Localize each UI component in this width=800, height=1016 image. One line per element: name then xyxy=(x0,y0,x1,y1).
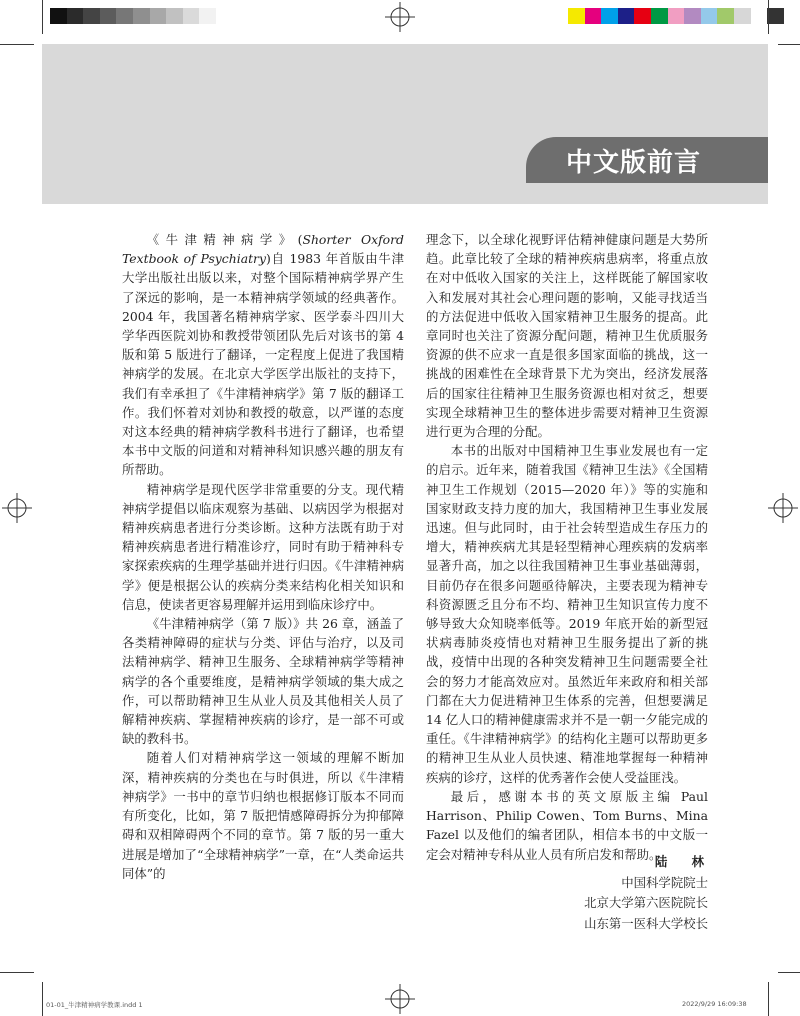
crop-mark xyxy=(0,44,34,45)
paragraph-2: 精神病学是现代医学非常重要的分支。现代精神病学提倡以临床观察为基础、以病因学为根据对精神疾病患者进行分类诊断。这种方法既有助于对精神疾病患者进行精准诊疗，同时有助于精神科专家探索疾病的生理学基础并进行归因。《牛津精神病学》便是根据公认的疾病分类来结构化相关知识和信息，使读者更容易理解并运用到临床诊疗中。 xyxy=(122,481,404,612)
crop-mark xyxy=(42,0,43,34)
color-swatch xyxy=(116,8,133,24)
registration-mark-left xyxy=(2,493,32,523)
crop-mark xyxy=(778,972,800,973)
color-swatch xyxy=(100,8,117,24)
color-swatch xyxy=(767,8,784,24)
color-swatch xyxy=(734,8,751,24)
color-swatch xyxy=(585,8,602,24)
cmyk-color-bar xyxy=(568,8,784,24)
paragraph-4: 随着人们对精神病学这一领域的理解不断加深，精神疾病的分类也在与时俱进，所以《牛津精神病学》一书中的章节归纳也根据修订版本不同而有所变化，比如，第 7 版把情感障碍拆分为抑郁障碍和双相障碍两个不同的章节。第 7 版的另一重大进展是增加了“全球精神病学”一章，在“人类命运共同体”的 xyxy=(122,750,404,881)
color-swatch xyxy=(668,8,685,24)
author-title: 中国科学院院士 xyxy=(621,874,708,890)
color-swatch xyxy=(684,8,701,24)
registration-mark-bottom xyxy=(385,984,415,1014)
crop-mark xyxy=(0,972,34,973)
file-slug: 01-01_牛津精神病学教课.indd 1 xyxy=(46,1001,143,1009)
left-column xyxy=(122,230,404,883)
paragraph-5: 本书的出版对中国精神卫生事业发展也有一定的启示。近年来，随着我国《精神卫生法》《全国精神卫生工作规划（2015—2020 年）》等的实施和国家财政支持力度的加大，我国精神卫生事业发展迅速。但与此同时，由于社会转型造成生存压力的增大，精神疾病尤其是轻型精神心理疾病的发病率显著升高，加之以往我国精神卫生事业基础薄弱，目前仍存在很多问题亟待解决，主要表现为精神专科资源匮乏且分布不均、精神卫生知识宣传力度不够导致大众知晓率低等。2019 年底开始的新型冠状病毒肺炎疫情也对精神卫生服务提出了新的挑战，疫情中出现的各种突发精神卫生问题需要全社会的努力才能高效应对。虽然近年来政府和相关部门都在大力促进精神卫生体系的完善，但想要满足 14 亿人口的精神健康需求并不是一朝一夕能完成的重任。《牛津精神病学》的结构化主题可以帮助更多的精神卫生从业人员快速、精准地掌握每一种精神疾病的诊疗，这样的优秀著作会使人受益匪浅。 xyxy=(426,443,708,785)
timestamp-slug: 2022/9/29 16:09:38 xyxy=(682,1000,747,1008)
color-swatch xyxy=(199,8,216,24)
book-title-english: Shorter Oxford Textbook of Psychiatry xyxy=(122,232,404,267)
paragraph-text: 《牛津精神病学》( xyxy=(146,232,303,247)
registration-mark-top xyxy=(385,2,415,32)
color-swatch xyxy=(216,8,233,24)
crop-mark xyxy=(42,982,43,1016)
color-swatch xyxy=(634,8,651,24)
page-title: 中文版前言 xyxy=(566,147,702,178)
grayscale-color-bar xyxy=(50,8,233,24)
author-title: 山东第一医科大学校长 xyxy=(584,915,708,931)
color-swatch xyxy=(83,8,100,24)
color-swatch xyxy=(751,8,768,24)
paragraph-4-continued: 理念下，以全球化视野评估精神健康问题是大势所趋。此章比较了全球的精神疾病患病率，将重点放在对中低收入国家的关注上，这样既能了解国家收入和发展对其社会心理问题的影响，又能寻找适当的方法促进中低收入国家精神卫生服务的提高。此章同时也关注了资源分配问题，精神卫生优质服务资源的供不应求一直是很多国家面临的挑战，这一挑战的困难性在全球背景下尤为突出，经济发展落后的国家往往精神卫生服务资源也相对贫乏，想要实现全球精神卫生的整体进步需要对精神卫生资源进行更为合理的分配。 xyxy=(426,232,708,440)
color-swatch xyxy=(651,8,668,24)
title-tab xyxy=(526,137,768,183)
color-swatch xyxy=(568,8,585,24)
registration-mark-right xyxy=(768,493,798,523)
color-swatch xyxy=(50,8,67,24)
color-swatch xyxy=(150,8,167,24)
color-swatch xyxy=(601,8,618,24)
right-column xyxy=(426,230,708,864)
paragraph-3: 《牛津精神病学（第 7 版）》共 26 章，涵盖了各类精神障碍的症状与分类、评估与治疗，以及司法精神病学、精神卫生服务、全球精神病学等精神病学的各个重要维度，是精神病学领域的集大成之作，可以帮助精神卫生从业人员及其他相关人员了解精神疾病、掌握精神疾病的诊疗，是一部不可或缺的教科书。 xyxy=(122,616,404,747)
crop-mark xyxy=(778,44,800,45)
color-swatch xyxy=(717,8,734,24)
crop-mark xyxy=(768,0,769,34)
color-swatch xyxy=(166,8,183,24)
color-swatch xyxy=(133,8,150,24)
paragraph-text: )自 1983 年首版由牛津大学出版社出版以来，对整个国际精神病学界产生了深远的影响，是一本精神病学领域的经典著作。2004 年，我国著名精神病学家、医学泰斗四川大学华西医院刘协和教授带领团队先后对该书的第 4 版和第 5 版进行了翻译，一定程度上促进了我国精神病学的发展。在北京大学医学出版社的支持下，我们有幸承担了《牛津精神病学》第 7 版的翻译工作。我们怀着对刘协和教授的敬意，以严谨的态度对这本经典的精神病学教科书进行了翻译，也希望本书中文版的问道和对精神科知识感兴趣的朋友有所帮助。 xyxy=(122,251,404,478)
paragraph-6: 最后，感谢本书的英文原版主编 Paul Harrison、Philip Cowen、Tom Burns、Mina Fazel 以及他们的编者团队，相信本书的中文版一定会对精神专科从业人员有所启发和帮助。 xyxy=(426,788,708,862)
author-name: 陆 林 xyxy=(654,854,714,869)
color-swatch xyxy=(183,8,200,24)
color-swatch xyxy=(701,8,718,24)
author-title: 北京大学第六医院院长 xyxy=(584,895,708,910)
crop-mark xyxy=(768,982,769,1016)
color-swatch xyxy=(618,8,635,24)
signature-block xyxy=(584,852,714,934)
color-swatch xyxy=(67,8,84,24)
paragraph-1 xyxy=(122,230,404,480)
